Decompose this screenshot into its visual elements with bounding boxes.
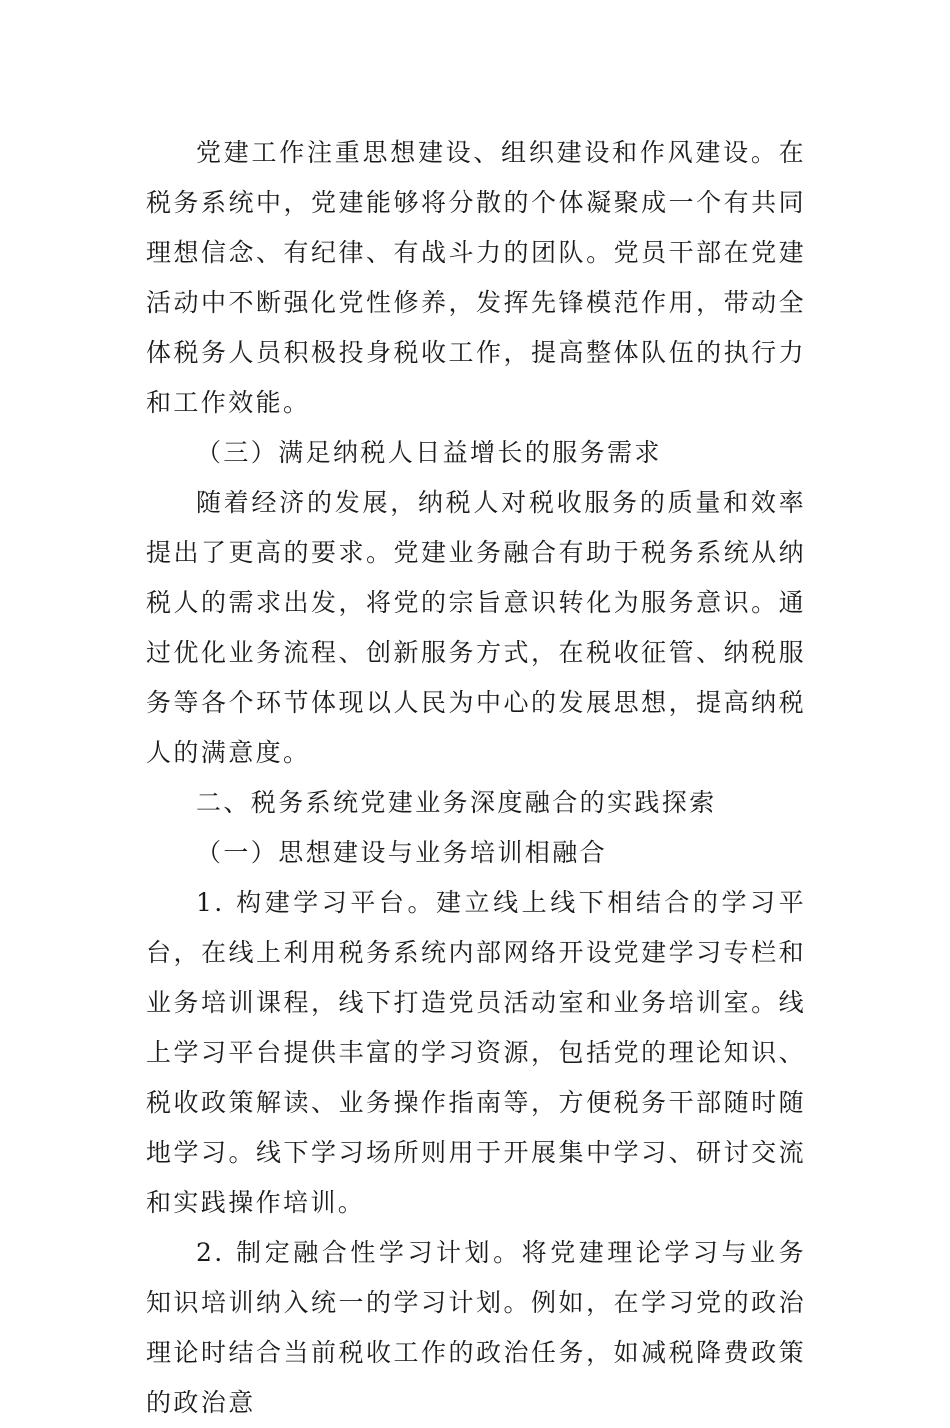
heading-section-2-1: （一）思想建设与业务培训相融合 (196, 838, 608, 867)
paragraph-learning-plan: 2. 制定融合性学习计划。将党建理论学习与业务知识培训纳入统一的学习计划。例如，在学习党的政治理论时结合当前税收工作的政治任务，如减税降费政策的政治意 (146, 1238, 806, 1417)
heading-section-1-3: （三）满足纳税人日益增长的服务需求 (196, 438, 662, 467)
paragraph-taxpayer-service: 随着经济的发展，纳税人对税收服务的质量和效率提出了更高的要求。党建业务融合有助于税务系统从纳税人的需求出发，将党的宗旨意识转化为服务意识。通过优化业务流程、创新服务方式，在税收征管、纳税服务等各个环节体现以人民为中心的发展思想，提高纳税人的满意度。 (146, 488, 806, 767)
heading-section-2: 二、税务系统党建业务深度融合的实践探索 (196, 788, 717, 817)
document-body (146, 128, 806, 1428)
paragraph-party-building-ideology: 党建工作注重思想建设、组织建设和作风建设。在税务系统中，党建能够将分散的个体凝聚成一个有共同理想信念、有纪律、有战斗力的团队。党员干部在党建活动中不断强化党性修养，发挥先锋模范作用，带动全体税务人员积极投身税收工作，提高整体队伍的执行力和工作效能。 (146, 138, 806, 417)
paragraph-learning-platform: 1. 构建学习平台。建立线上线下相结合的学习平台，在线上利用税务系统内部网络开设党建学习专栏和业务培训课程，线下打造党员活动室和业务培训室。线上学习平台提供丰富的学习资源，包括党的理论知识、税收政策解读、业务操作指南等，方便税务干部随时随地学习。线下学习场所则用于开展集中学习、研讨交流和实践操作培训。 (146, 888, 806, 1217)
